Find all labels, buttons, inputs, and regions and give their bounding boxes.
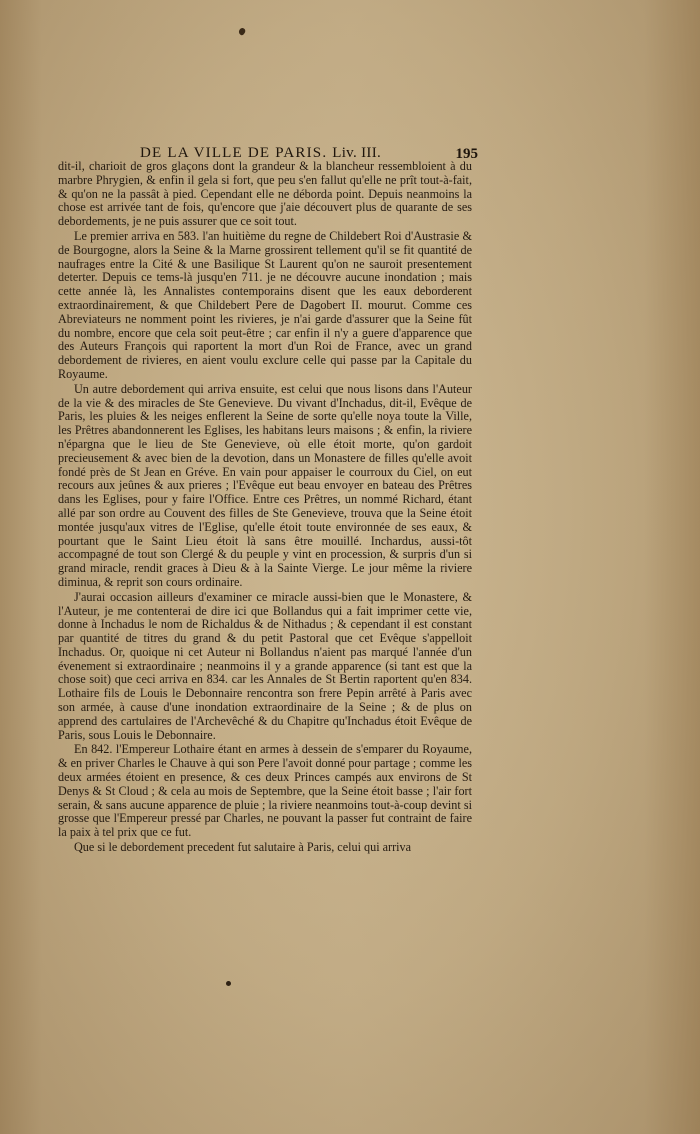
paragraph: Que si le debordement precedent fut salutaire à Paris, celui qui arriva bbox=[74, 840, 412, 855]
paragraph: Un autre debordement qui arriva ensuite, est celui que nous lisons dans l'Auteur de la vie & des miracles de Ste Genevieve. Du vivant d'Inchadus, dit-il, Evêque de Paris, les pluies & les neiges enflerent la Seine de sorte qu'elle noya toute la Ville, les Prêtres abandonnerent les Eglises, les habitans leurs maisons ; & enfin, la riviere n'épargna que le lieu de Ste Genevieve, où elle étoit morte, qu'on gardoit precieusement & avec bien de la devotion, dans un Monastere de filles qu'elle avoit fondé près de St Jean en Gréve. En vain pour appaiser le courroux du Ciel, on eut recours aux jeûnes & aux prieres ; l'Evêque eut beau envoyer en bateau des Prêtres dans les Eglises, pour y faire l'Office. Entre ces Prêtres, un nommé Richard, étant allé par son ordre au Couvent des filles de Ste Genevieve, trouva que la Seine étoit montée jusqu'aux vitres de l'Eglise, qu'elle étoit toute environnée de ses eaux, & pourtant que le Saint Lieu étoit là sans être mouillé. Inchardus, aussi-tôt accompagné de tout son Clergé & du peuple y vint en procession, & surpris d'un si grand miracle, rendit graces à Dieu & à la Sainte Vierge. Le jour même la riviere diminua, & reprit son cours ordinaire. bbox=[58, 381, 472, 589]
ink-mark bbox=[238, 27, 247, 36]
paragraph: Le premier arriva en 583. l'an huitième du regne de Childebert Roi d'Austrasie & de Bourgogne, alors la Seine & la Marne grossirent tellement qu'il se fit quantité de naufrages entre la Cité & une Basilique St Laurent qu'on ne sauroit presentement deterter. Depuis ce tems-là jusqu'en 711. je ne découvre aucune inondation ; mais cette année là, les Annalistes contemporains disent que les eaux deborderent extraordinairement, & que Childebert Pere de Dagobert II. mourut. Comme ces Abreviateurs ne nomment point les rivieres, je n'ai garde d'assurer que la Seine fût du nombre, encore que cela soit peut-être ; car enfin il n'y a guere d'apparence que des Auteurs François qui raportent la mort d'un Roi de France, avec un grand debordement de rivieres, en aient voulu exclure celle qui passe par la Capitale du Royaume. bbox=[58, 228, 472, 381]
paragraph-continuation: dit-il, charioit de gros glaçons dont la grandeur & la blancheur ressembloient à du marbre Phrygien, & enfin il gela si fort, que peu s'en fallut qu'elle ne prît tout-à-fait, & qu'on ne la passât à pied. Cependant elle ne déborda point. Depuis neanmoins la chose est arrivée tant de fois, qu'encore que j'aie découvert plus de quarante de ses debordements, je ne puis assurer que ce soit tout. bbox=[58, 159, 472, 229]
running-title: DE LA VILLE DE PARIS. bbox=[140, 145, 328, 161]
page-number: 195 bbox=[455, 146, 478, 162]
page-body bbox=[58, 160, 472, 855]
paragraph: J'aurai occasion ailleurs d'examiner ce miracle aussi-bien que le Monastere, & l'Auteur, je me contenterai de dire ici que Bollandus qui a fait imprimer cette vie, donne à Inchadus le nom de Richaldus & de Nithadus ; & cependant il est constant par quantité de titres du grand & du petit Pastoral que cet Evêque s'appelloit Inchadus. Or, quoique ni cet Auteur ni Bollandus n'aient pas marqué l'année d'un évenement si extraordinaire ; neanmoins il y a grande apparence (si tant est que la chose soit) que ceci arriva en 834. car les Annales de St Bertin raportent qu'en 834. Lothaire fils de Louis le Debonnaire rencontra son frere Pepin arrêté à Paris avec son armée, à cause d'une inondation extraordinaire de la Seine ; & de plus on apprend des cartulaires de l'Archevêché & du Chapitre qu'Inchadus étoit Evêque de Paris, sous Louis le Debonnaire. bbox=[58, 589, 472, 742]
ink-spot bbox=[226, 981, 231, 986]
paragraph: En 842. l'Empereur Lothaire étant en armes à dessein de s'emparer du Royaume, & en priver Charles le Chauve à qui son Pere l'avoit donné pour partage ; comme les deux armées étoient en presence, & ces deux Princes campés aux environs de St Denys & St Cloud ; & cela au mois de Septembre, que la Seine étoit basse ; l'air fort serain, & sans aucune apparence de pluie ; la riviere neanmoins tout-à-coup devint si grosse que l'Empereur pressé par Charles, ne pouvant la passer fut contraint de faire la paix à tel prix que ce fut. bbox=[58, 742, 472, 840]
book-number: Liv. III. bbox=[332, 145, 382, 161]
